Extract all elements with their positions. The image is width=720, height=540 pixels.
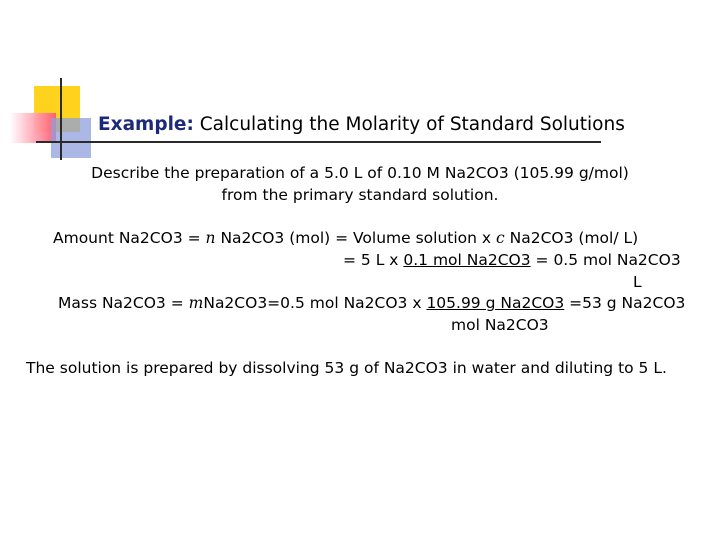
amount-equation-line-1 (53, 229, 638, 247)
title-underline-rule (36, 141, 601, 143)
amount-lhs-variable: n (205, 229, 216, 247)
slide-title (98, 114, 625, 136)
title-text: Calculating the Molarity of Standard Solutions (199, 114, 625, 135)
mass-rest: =53 g Na2CO3 (564, 294, 686, 312)
intro-line-2: from the primary standard solution. (221, 186, 499, 204)
mass-equation-line-2: mol Na2CO3 (451, 316, 549, 334)
intro-line-1: Describe the preparation of a 5.0 L of 0.10 M Na2CO3 (105.99 g/mol) (91, 164, 629, 182)
decorative-blue-square (51, 118, 91, 158)
mass-mid: Na2CO3=0.5 mol Na2CO3 x (203, 294, 427, 312)
mass-equation-line-1 (58, 294, 685, 312)
amount-conc-rest: Na2CO3 (mol/ L) (504, 229, 639, 247)
amount-lhs-prefix: Amount Na2CO3 = (53, 229, 206, 247)
amount-line2-prefix: = 5 L x (343, 251, 404, 269)
amount-lhs-rest: Na2CO3 (mol) = Volume solution x (215, 229, 497, 247)
conclusion-text: The solution is prepared by dissolving 53 g of Na2CO3 in water and diluting to 5 L. (26, 359, 667, 377)
amount-equation-line-2 (343, 251, 681, 269)
amount-conc-variable: c (496, 229, 505, 247)
amount-equation-line-3: L (633, 273, 642, 291)
decorative-vertical-line (60, 78, 62, 160)
amount-line2-rest: = 0.5 mol Na2CO3 (530, 251, 681, 269)
mass-variable: m (188, 294, 204, 312)
title-label: Example: (98, 114, 194, 135)
amount-line2-underlined: 0.1 mol Na2CO3 (403, 251, 531, 269)
decorative-red-gradient-bar (10, 113, 56, 143)
mass-underlined: 105.99 g Na2CO3 (426, 294, 565, 312)
mass-prefix: Mass Na2CO3 = (58, 294, 189, 312)
